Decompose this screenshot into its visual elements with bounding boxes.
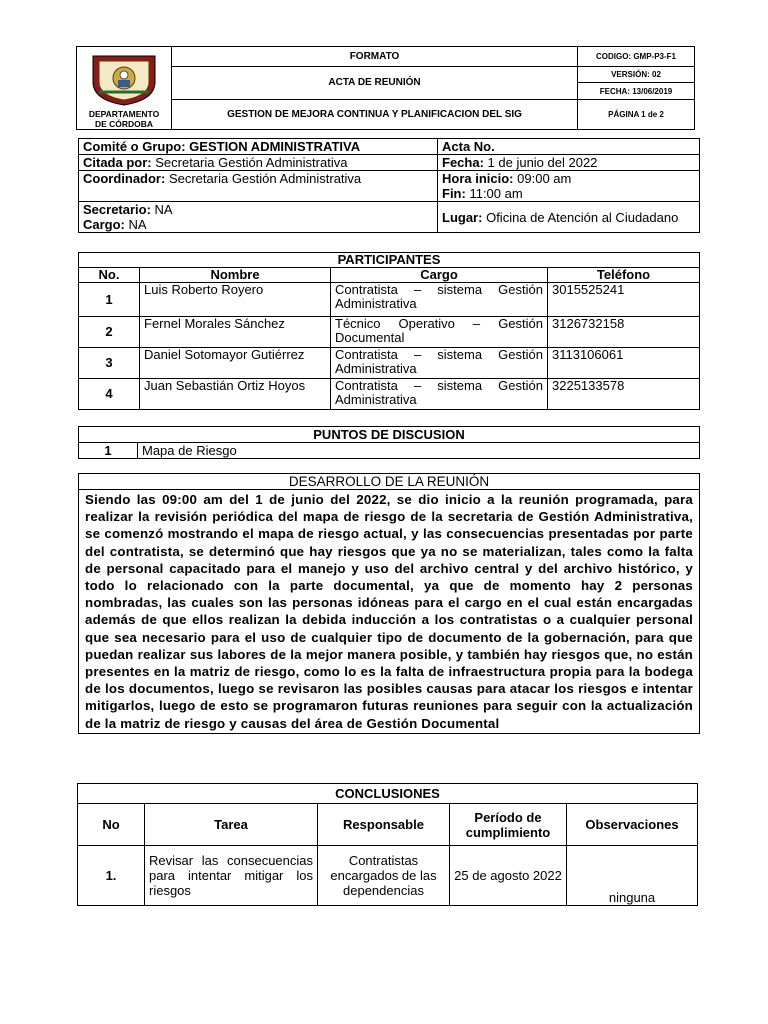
table-row (79, 379, 700, 410)
place-label: Lugar: (442, 209, 483, 225)
department-name: DEPARTAMENTO DE CÓRDOBA (88, 108, 160, 129)
conclusion-task: Revisar las consecuencias para intentar mitigar los riesgos (145, 846, 318, 906)
discussion-title: PUNTOS DE DISCUSION (79, 427, 700, 443)
table-row (78, 846, 698, 906)
secretary-cell (79, 202, 438, 233)
time-cell (438, 171, 700, 202)
acta-cell (438, 139, 700, 155)
format-label: FORMATO (172, 47, 578, 67)
conclusion-no: 1. (78, 846, 145, 906)
cited-value: Secretaria Gestión Administrativa (155, 155, 348, 170)
participant-name: Fernel Morales Sánchez (140, 317, 331, 348)
participant-no: 3 (79, 348, 140, 379)
discussion-table (78, 426, 700, 459)
cited-cell (79, 155, 438, 171)
col-period: Período de cumplimiento (450, 804, 567, 846)
position-value: NA (128, 217, 147, 232)
start-value: 09:00 am (517, 171, 572, 186)
table-row (79, 348, 700, 379)
participant-role: Contratista – sistema Gestión Administrativa (331, 379, 548, 410)
page-number: PÁGINA 1 de 2 (578, 99, 695, 129)
conclusions-table (77, 783, 698, 906)
position-label: Cargo: (83, 217, 125, 232)
participants-title: PARTICIPANTES (79, 253, 700, 268)
participants-table (78, 252, 700, 410)
participant-no: 4 (79, 379, 140, 410)
participant-phone: 3225133578 (548, 379, 700, 410)
development-title: DESARROLLO DE LA REUNIÓN (79, 474, 700, 490)
conclusion-period: 25 de agosto 2022 (450, 846, 567, 906)
participant-role: Técnico Operativo – Gestión Documental (331, 317, 548, 348)
col-task: Tarea (145, 804, 318, 846)
col-no: No. (79, 268, 140, 283)
secretary-label: Secretario: (83, 202, 151, 217)
acta-label: Acta No. (442, 139, 495, 154)
development-table (78, 473, 700, 734)
group-label: Comité o Grupo: (83, 139, 186, 154)
department-seal-icon (85, 48, 163, 106)
participant-role: Contratista – sistema Gestión Administrativa (331, 283, 548, 317)
col-responsible: Responsable (318, 804, 450, 846)
participant-role: Contratista – sistema Gestión Administrativa (331, 348, 548, 379)
conclusion-observations: ninguna (567, 846, 698, 906)
end-label: Fin: (442, 186, 466, 201)
participant-name: Luis Roberto Royero (140, 283, 331, 317)
document-title: ACTA DE REUNIÓN (172, 67, 578, 99)
place-value: Oficina de Atención al Ciudadano (486, 209, 679, 225)
group-cell (79, 139, 438, 155)
date-label: Fecha: (442, 155, 484, 170)
col-no: No (78, 804, 145, 846)
list-item (79, 443, 700, 459)
date-value: 1 de junio del 2022 (487, 155, 598, 170)
participant-phone: 3113106061 (548, 348, 700, 379)
document-header (76, 46, 695, 130)
participant-no: 2 (79, 317, 140, 348)
logo-cell (77, 47, 172, 130)
coordinator-value: Secretaria Gestión Administrativa (168, 171, 362, 186)
participant-name: Daniel Sotomayor Gutiérrez (140, 348, 331, 379)
cited-label: Citada por: (83, 155, 152, 170)
discussion-no: 1 (79, 443, 138, 459)
coordinator-cell (79, 171, 438, 202)
end-value: 11:00 am (469, 186, 523, 201)
meeting-info-table (78, 138, 700, 233)
document-version: VERSIÓN: 02 (578, 67, 695, 83)
col-role: Cargo (331, 268, 548, 283)
coordinator-label: Coordinador: (83, 171, 166, 186)
conclusions-title: CONCLUSIONES (78, 784, 698, 804)
process-name: GESTION DE MEJORA CONTINUA Y PLANIFICACION DEL SIG (172, 99, 578, 129)
discussion-text: Mapa de Riesgo (138, 443, 700, 459)
col-name: Nombre (140, 268, 331, 283)
table-row (79, 317, 700, 348)
group-value: GESTION ADMINISTRATIVA (189, 139, 361, 154)
date-cell (438, 155, 700, 171)
participant-no: 1 (79, 283, 140, 317)
secretary-value: NA (154, 202, 173, 217)
development-text: Siendo las 09:00 am del 1 de junio del 2022, se dio inicio a la reunión programada, para realizar la revisión periódica del mapa de riesgo de la secretaria de Gestión Administrativa, se comenzó mostrando el mapa de riesgo actual, y las consecuencias presentadas por parte del contratista, se determinó que hay riesgos que ya no se materializan, tales como la falta de personal capacitado para el manejo y uso del archivo central y del archivo histórico, y todo lo relacionado con la parte documental, ya que de momento hay 2 personas nombradas, las cuales son las personas idóneas para el cargo en el cual están encargadas además de que ellos realizan la debida inducción a los contratistas o a cualquier personal que sea necesario para el uso de cualquier tipo de documento de la gobernación, para que puedan realizar sus labores de la mejor manera posible, y también hay riesgos que, no están presentes en la matriz de riesgo, como lo es la falta de infraestructura propia para la bodega de los documentos, luego se revisaron las posibles causas para atacar los riesgos e intentar mitigarlos, luego de esto se programaron futuras reuniones para seguir con la actualización de la matriz de riesgo y causas del área de Gestión Documental (79, 490, 700, 734)
start-label: Hora inicio: (442, 171, 514, 186)
col-phone: Teléfono (548, 268, 700, 283)
participant-phone: 3126732158 (548, 317, 700, 348)
participant-name: Juan Sebastián Ortiz Hoyos (140, 379, 331, 410)
col-observations: Observaciones (567, 804, 698, 846)
place-cell (438, 202, 700, 233)
table-row (79, 283, 700, 317)
conclusion-responsible: Contratistas encargados de las dependencias (318, 846, 450, 906)
participant-phone: 3015525241 (548, 283, 700, 317)
document-code: CODIGO: GMP-P3-F1 (578, 47, 695, 67)
document-date: FECHA: 13/06/2019 (578, 83, 695, 99)
